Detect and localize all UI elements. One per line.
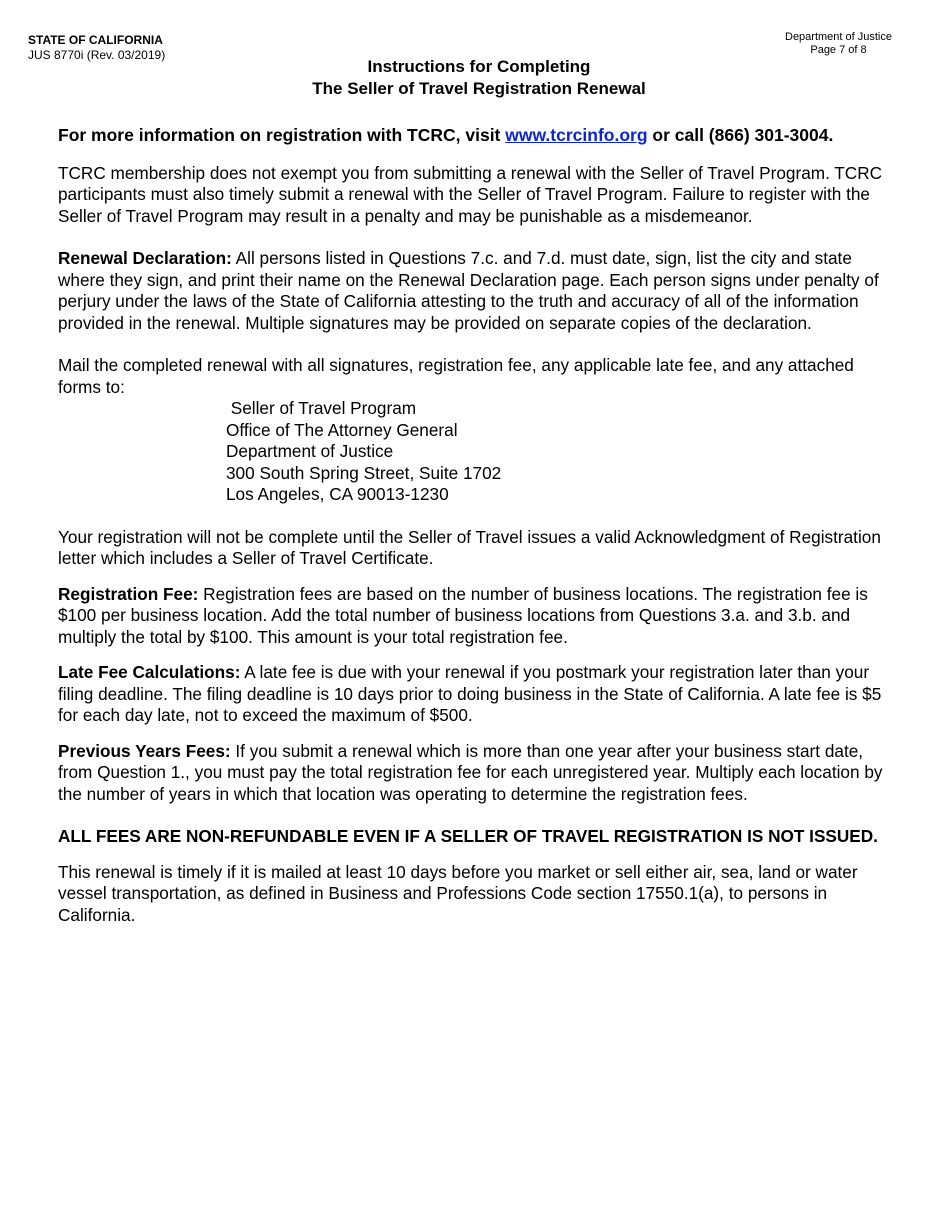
declaration-text: All persons listed in Questions 7.c. and 7.d. must date, sign, list the city and state where they sign, and print their name on the Renewal Declaration page. Each person signs under penalty of perjury under the laws of the State of California attesting to the truth and accuracy of all of the information provided in the renewal. Multiple signatures may be provided on separate copies of the declaration. [58, 248, 879, 333]
instructions-body [58, 125, 898, 926]
tcrc-link[interactable]: www.tcrcinfo.org [505, 125, 648, 145]
info-line [58, 125, 898, 147]
form-header-right [785, 31, 892, 57]
mailing-address [226, 398, 898, 506]
late-fee-paragraph [58, 662, 898, 727]
state-name: STATE OF CALIFORNIA [28, 33, 163, 47]
previous-years-label: Previous Years Fees: [58, 740, 231, 761]
registration-fee-label: Registration Fee: [58, 583, 199, 604]
address-line: Los Angeles, CA 90013-1230 [226, 484, 449, 504]
late-fee-label: Late Fee Calculations: [58, 662, 241, 682]
registration-fee-paragraph [58, 584, 898, 649]
previous-years-text: If you submit a renewal which is more than one year after your business start date, from Question 1., you must pay the total registration fee for each unregistered year. Multiply each location by the number of years in which that location was operating to determine the registration fees. [58, 740, 883, 804]
page-title [0, 56, 950, 100]
info-prefix: For more information on registration with TCRC, visit [58, 125, 506, 145]
page-number: Page 7 of 8 [810, 44, 867, 56]
form-id: JUS 8770i (Rev. 03/2019) [28, 48, 166, 62]
address-line: 300 South Spring Street, Suite 1702 [226, 462, 502, 483]
declaration-label: Renewal Declaration: [58, 248, 232, 268]
department-name: Department of Justice [785, 31, 892, 43]
mail-paragraph: Mail the completed renewal with all signatures, registration fee, any applicable late fee, and any attached forms to: [58, 355, 854, 397]
previous-years-paragraph [58, 741, 898, 806]
registration-fee-text: Registration fees are based on the number of business locations. The registration fee is $100 per business location. Add the total number of business locations from Questions 3.a. and 3.b. and multiply the total by $100. This amount is your total registration fee. [58, 583, 868, 647]
non-refundable-warning: ALL FEES ARE NON-REFUNDABLE EVEN IF A SELLER OF TRAVEL REGISTRATION IS NOT ISSUED. [58, 826, 878, 846]
title-line-1: Instructions for Completing [367, 57, 591, 76]
address-line: Department of Justice [226, 441, 394, 461]
title-line-2: The Seller of Travel Registration Renewal [312, 79, 646, 98]
address-line: Seller of Travel Program [226, 398, 417, 418]
info-suffix: or call (866) 301-3004. [647, 125, 834, 145]
late-fee-text: A late fee is due with your renewal if you postmark your registration later than your filing deadline. The filing deadline is 10 days prior to doing business in the State of California. A late fee is $5 for each day late, not to exceed the maximum of $500. [58, 662, 882, 725]
address-line: Office of The Attorney General [226, 419, 458, 440]
timely-paragraph: This renewal is timely if it is mailed at least 10 days before you market or sell either air, sea, land or water vessel transportation, as defined in Business and Professions Code section 17550.1(a), to persons in California. [58, 861, 858, 925]
tcrc-paragraph: TCRC membership does not exempt you from submitting a renewal with the Seller of Travel Program. TCRC participants must also timely submit a renewal with the Seller of Travel Program. Failure to register with the Seller of Travel Program may result in a penalty and may be punishable as a misdemeanor. [58, 162, 883, 226]
completion-paragraph: Your registration will not be complete until the Seller of Travel issues a valid Acknowledgment of Registration letter which includes a Seller of Travel Certificate. [58, 526, 881, 568]
declaration-paragraph [58, 248, 898, 334]
